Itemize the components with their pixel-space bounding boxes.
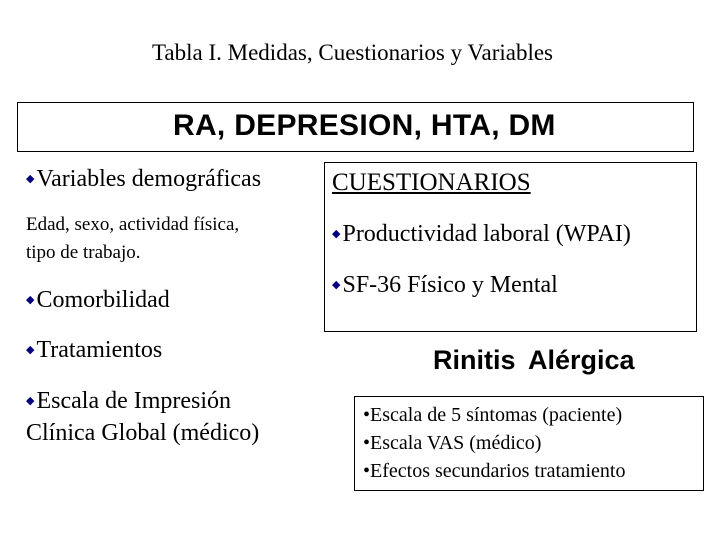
list-item xyxy=(363,429,703,457)
item-label: Escala VAS (médico) xyxy=(370,432,542,454)
item-label: Productividad laboral (WPAI) xyxy=(342,221,631,247)
list-item-cgi-scale xyxy=(26,385,259,449)
rhinitis-scales-box xyxy=(354,396,704,491)
list-item-comorbidity xyxy=(26,284,170,316)
dot-bullet-icon: • xyxy=(363,404,371,426)
diamond-bullet-icon: ◆ xyxy=(332,228,341,240)
banner-text: RA, DEPRESION, HTA, DM xyxy=(173,109,556,142)
item-label: Comorbilidad xyxy=(36,287,170,313)
dot-bullet-icon: • xyxy=(363,432,371,454)
list-item-demographics xyxy=(26,163,261,195)
detail-line: tipo de trabajo. xyxy=(26,242,141,263)
detail-line: Edad, sexo, actividad física, xyxy=(26,214,240,235)
item-label: Variables demográficas xyxy=(36,166,262,192)
item-label: Efectos secundarios tratamiento xyxy=(370,460,626,482)
item-label: SF-36 Físico y Mental xyxy=(342,272,558,298)
questionnaires-box xyxy=(324,162,697,332)
list-item-treatments xyxy=(26,334,162,366)
page-title: Tabla I. Medidas, Cuestionarios y Variables xyxy=(151,40,554,65)
diamond-bullet-icon: ◆ xyxy=(26,344,35,356)
diamond-bullet-icon: ◆ xyxy=(26,294,35,306)
item-label: Escala de 5 síntomas (paciente) xyxy=(370,404,623,426)
item-label: Clínica Global (médico) xyxy=(26,420,260,446)
list-item xyxy=(363,401,703,429)
questionnaires-heading: CUESTIONARIOS xyxy=(332,169,531,196)
rhinitis-heading: Rinitis Alérgica xyxy=(433,345,635,375)
conditions-banner xyxy=(17,102,694,152)
diamond-bullet-icon: ◆ xyxy=(332,279,341,291)
list-item xyxy=(363,457,703,485)
list-item xyxy=(332,219,631,249)
item-label: Tratamientos xyxy=(36,337,163,363)
diamond-bullet-icon: ◆ xyxy=(26,395,35,407)
demographics-detail xyxy=(26,211,239,267)
list-item xyxy=(332,270,558,300)
diamond-bullet-icon: ◆ xyxy=(26,173,35,185)
item-label: Escala de Impresión xyxy=(36,388,232,414)
dot-bullet-icon: • xyxy=(363,460,371,482)
